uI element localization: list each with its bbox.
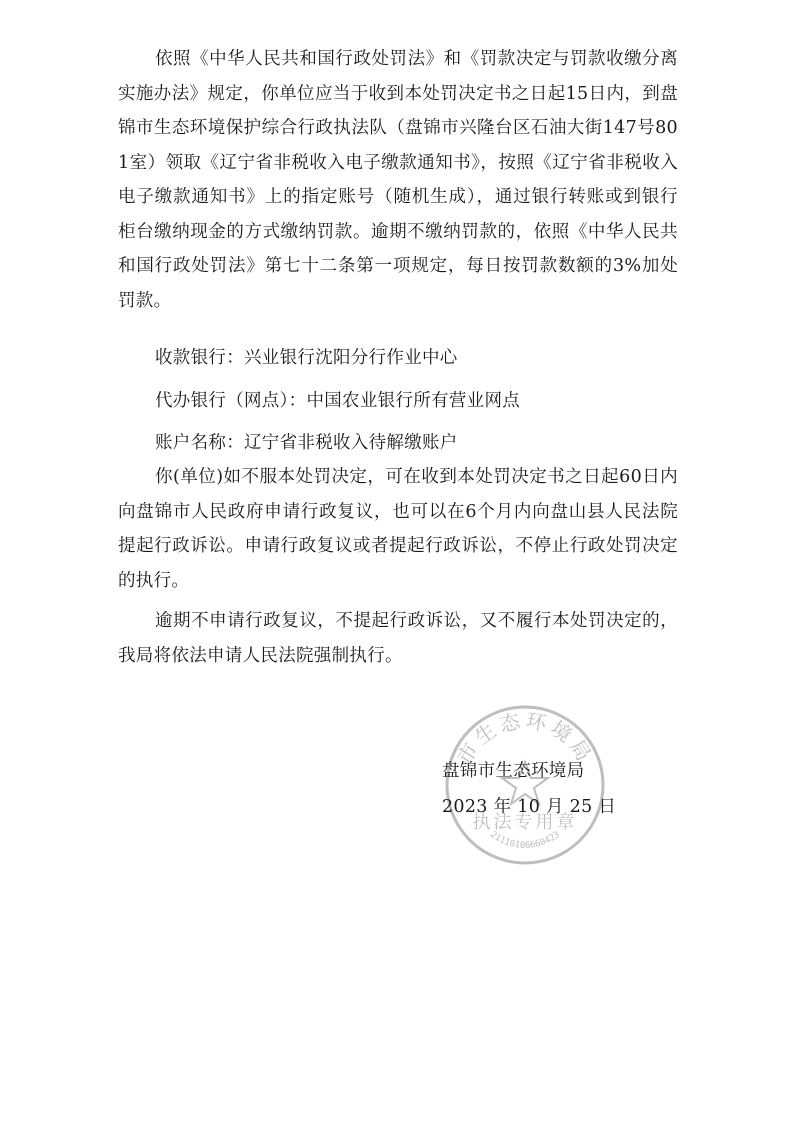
issue-date: 2023 年 10 月 25 日 [442, 797, 617, 817]
issuing-authority: 盘锦市生态环境局 [442, 761, 585, 781]
agent-bank-line: 代办银行（网点）：中国农业银行所有营业网点 [155, 391, 521, 411]
enforcement-paragraph: 逾期不申请行政复议，不提起行政诉讼，又不履行本处罚决定的，我局将依法申请人民法院强制执行。 [118, 611, 678, 666]
official-seal-stamp [440, 700, 610, 870]
svg-text:21110106660423: 21110106660423 [488, 829, 562, 851]
payment-instructions-paragraph: 依照《中华人民共和国行政处罚法》和《罚款决定与罚款收缴分离实施办法》规定，你单位应当于收到本处罚决定书之日起15日内，到盘锦市生态环境保护综合行政执法队（盘锦市兴隆台区石油大街147号801室）领取《辽宁省非税收入电子缴款通知书》，按照《辽宁省非税收入电子缴款通知书》上的指定账号（随机生成），通过银行转账或到银行柜台缴纳现金的方式缴纳罚款。逾期不缴纳罚款的，依照《中华人民共和国行政处罚法》第七十二条第一项规定，每日按罚款数额的3%加处罚款。 [118, 49, 678, 311]
svg-text:市生态环境局: 市生态环境局 [451, 708, 599, 769]
appeal-rights-paragraph: 你(单位)如不服本处罚决定，可在收到本处罚决定书之日起60日内向盘锦市人民政府申请行政复议，也可以在6个月内向盘山县人民法院提起行政诉讼。申请行政复议或者提起行政诉讼，不停止行政处罚决定的执行。 [118, 467, 678, 591]
account-name-line: 账户名称：辽宁省非税收入待解缴账户 [155, 433, 458, 453]
svg-text:执法专用章: 执法专用章 [472, 812, 578, 833]
receiving-bank-line: 收款银行：兴业银行沈阳分行作业中心 [155, 348, 458, 368]
